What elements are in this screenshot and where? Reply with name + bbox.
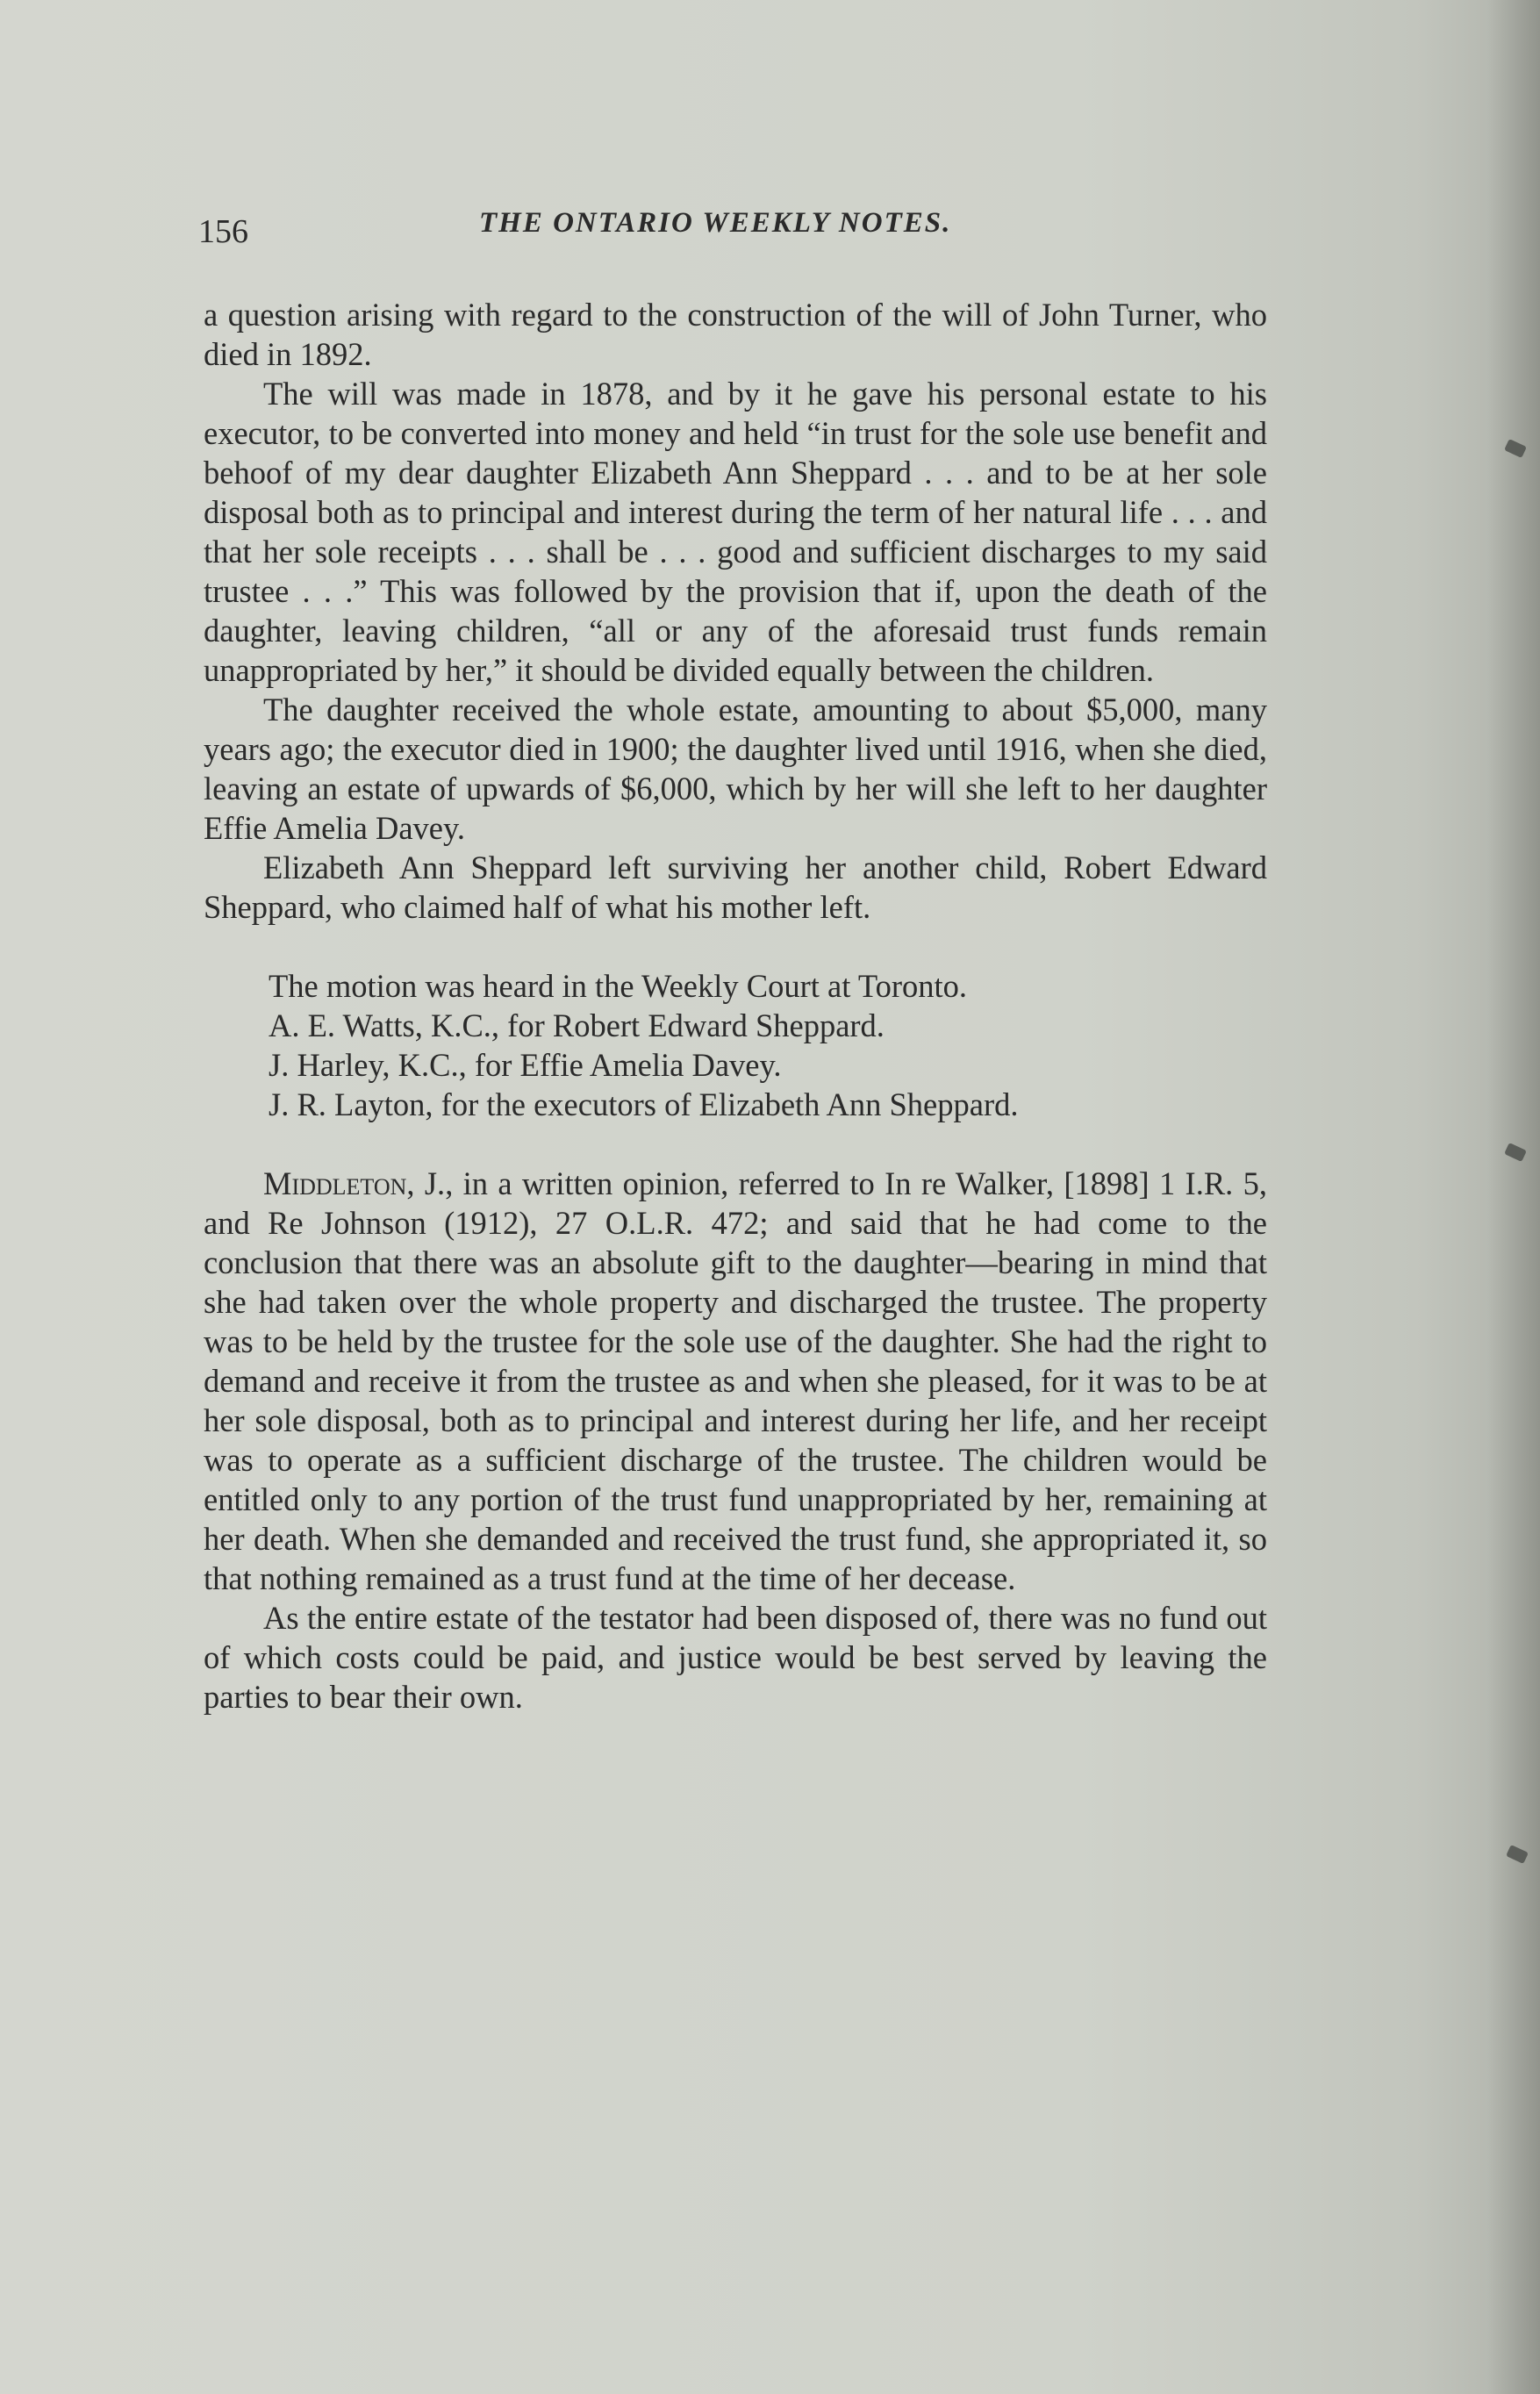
page-number: 156 xyxy=(198,213,248,250)
counsel-line-3: J. R. Layton, for the executors of Elizabeth Ann Sheppard. xyxy=(269,1086,1019,1122)
body-text xyxy=(204,295,1267,1717)
motion-line: The motion was heard in the Weekly Court at Toronto. xyxy=(269,968,967,1004)
counsel-line-2: J. Harley, K.C., for Effie Amelia Davey. xyxy=(269,1047,782,1083)
paragraph-will: The will was made in 1878, and by it he gave his personal estate to his executor, to be converted into money and held “in trust for the sole use benefit and behoof of my dear daughter Elizabeth Ann Sheppard . . . and to be at her sole disposal both as to principal and interest during the term of her natural life . . . and that her sole receipts . . . shall be . . . good and sufficient discharges to my said trustee . . .” This was followed by the provision that if, upon the death of the daughter, leaving children, “all or any of the aforesaid trust funds remain unappropriated by her,” it should be divided equally between the children. xyxy=(204,376,1267,688)
paragraph-claim: Elizabeth Ann Sheppard left surviving her another child, Robert Edward Sheppard, who claimed half of what his mother left. xyxy=(204,849,1267,925)
paragraph-estate: The daughter received the whole estate, amounting to about $5,000, many years ago; the executor died in 1900; the daughter lived until 1916, when she died, leaving an estate of upwards of $6,000, which by her will she left to her daughter Effie Amelia Davey. xyxy=(204,692,1267,846)
counsel-line-1: A. E. Watts, K.C., for Robert Edward Sheppard. xyxy=(269,1007,885,1043)
judge-name: Middleton, J. xyxy=(263,1165,446,1201)
judgment-paragraph xyxy=(204,1164,1267,1598)
judgment-costs: As the entire estate of the testator had been disposed of, there was no fund out of which costs could be paid, and justice would be best served by leaving the parties to bear their own. xyxy=(204,1600,1267,1715)
page-header xyxy=(198,204,1269,256)
spine-shadow xyxy=(1487,0,1540,2394)
paragraph-continuation: a question arising with regard to the construction of the will of John Turner, who died in 1892. xyxy=(204,297,1267,372)
judgment-text: , in a written opinion, referred to In re Walker, [1898] 1 I.R. 5, and Re Johnson (1912), 27 O.L.R. 472; and said that he had come to the conclusion that there was an absolute gift to the daughter—bearing in mind that she had taken over the whole property and discharged the trustee. The property was to be held by the trustee for the sole use of the daughter. She had the right to demand and receive it from the trustee as and when she pleased, for it was to be at her sole disposal, both as to principal and interest during her life, and her receipt was to operate as a sufficient discharge of the trustee. The children would be entitled only to any portion of the trust fund unappropriated by her, remaining at her death. When she demanded and received the trust fund, she appropriated it, so that nothing remained as a trust fund at the time of her decease. xyxy=(204,1165,1267,1596)
running-title: THE ONTARIO WEEKLY NOTES. xyxy=(479,207,952,239)
